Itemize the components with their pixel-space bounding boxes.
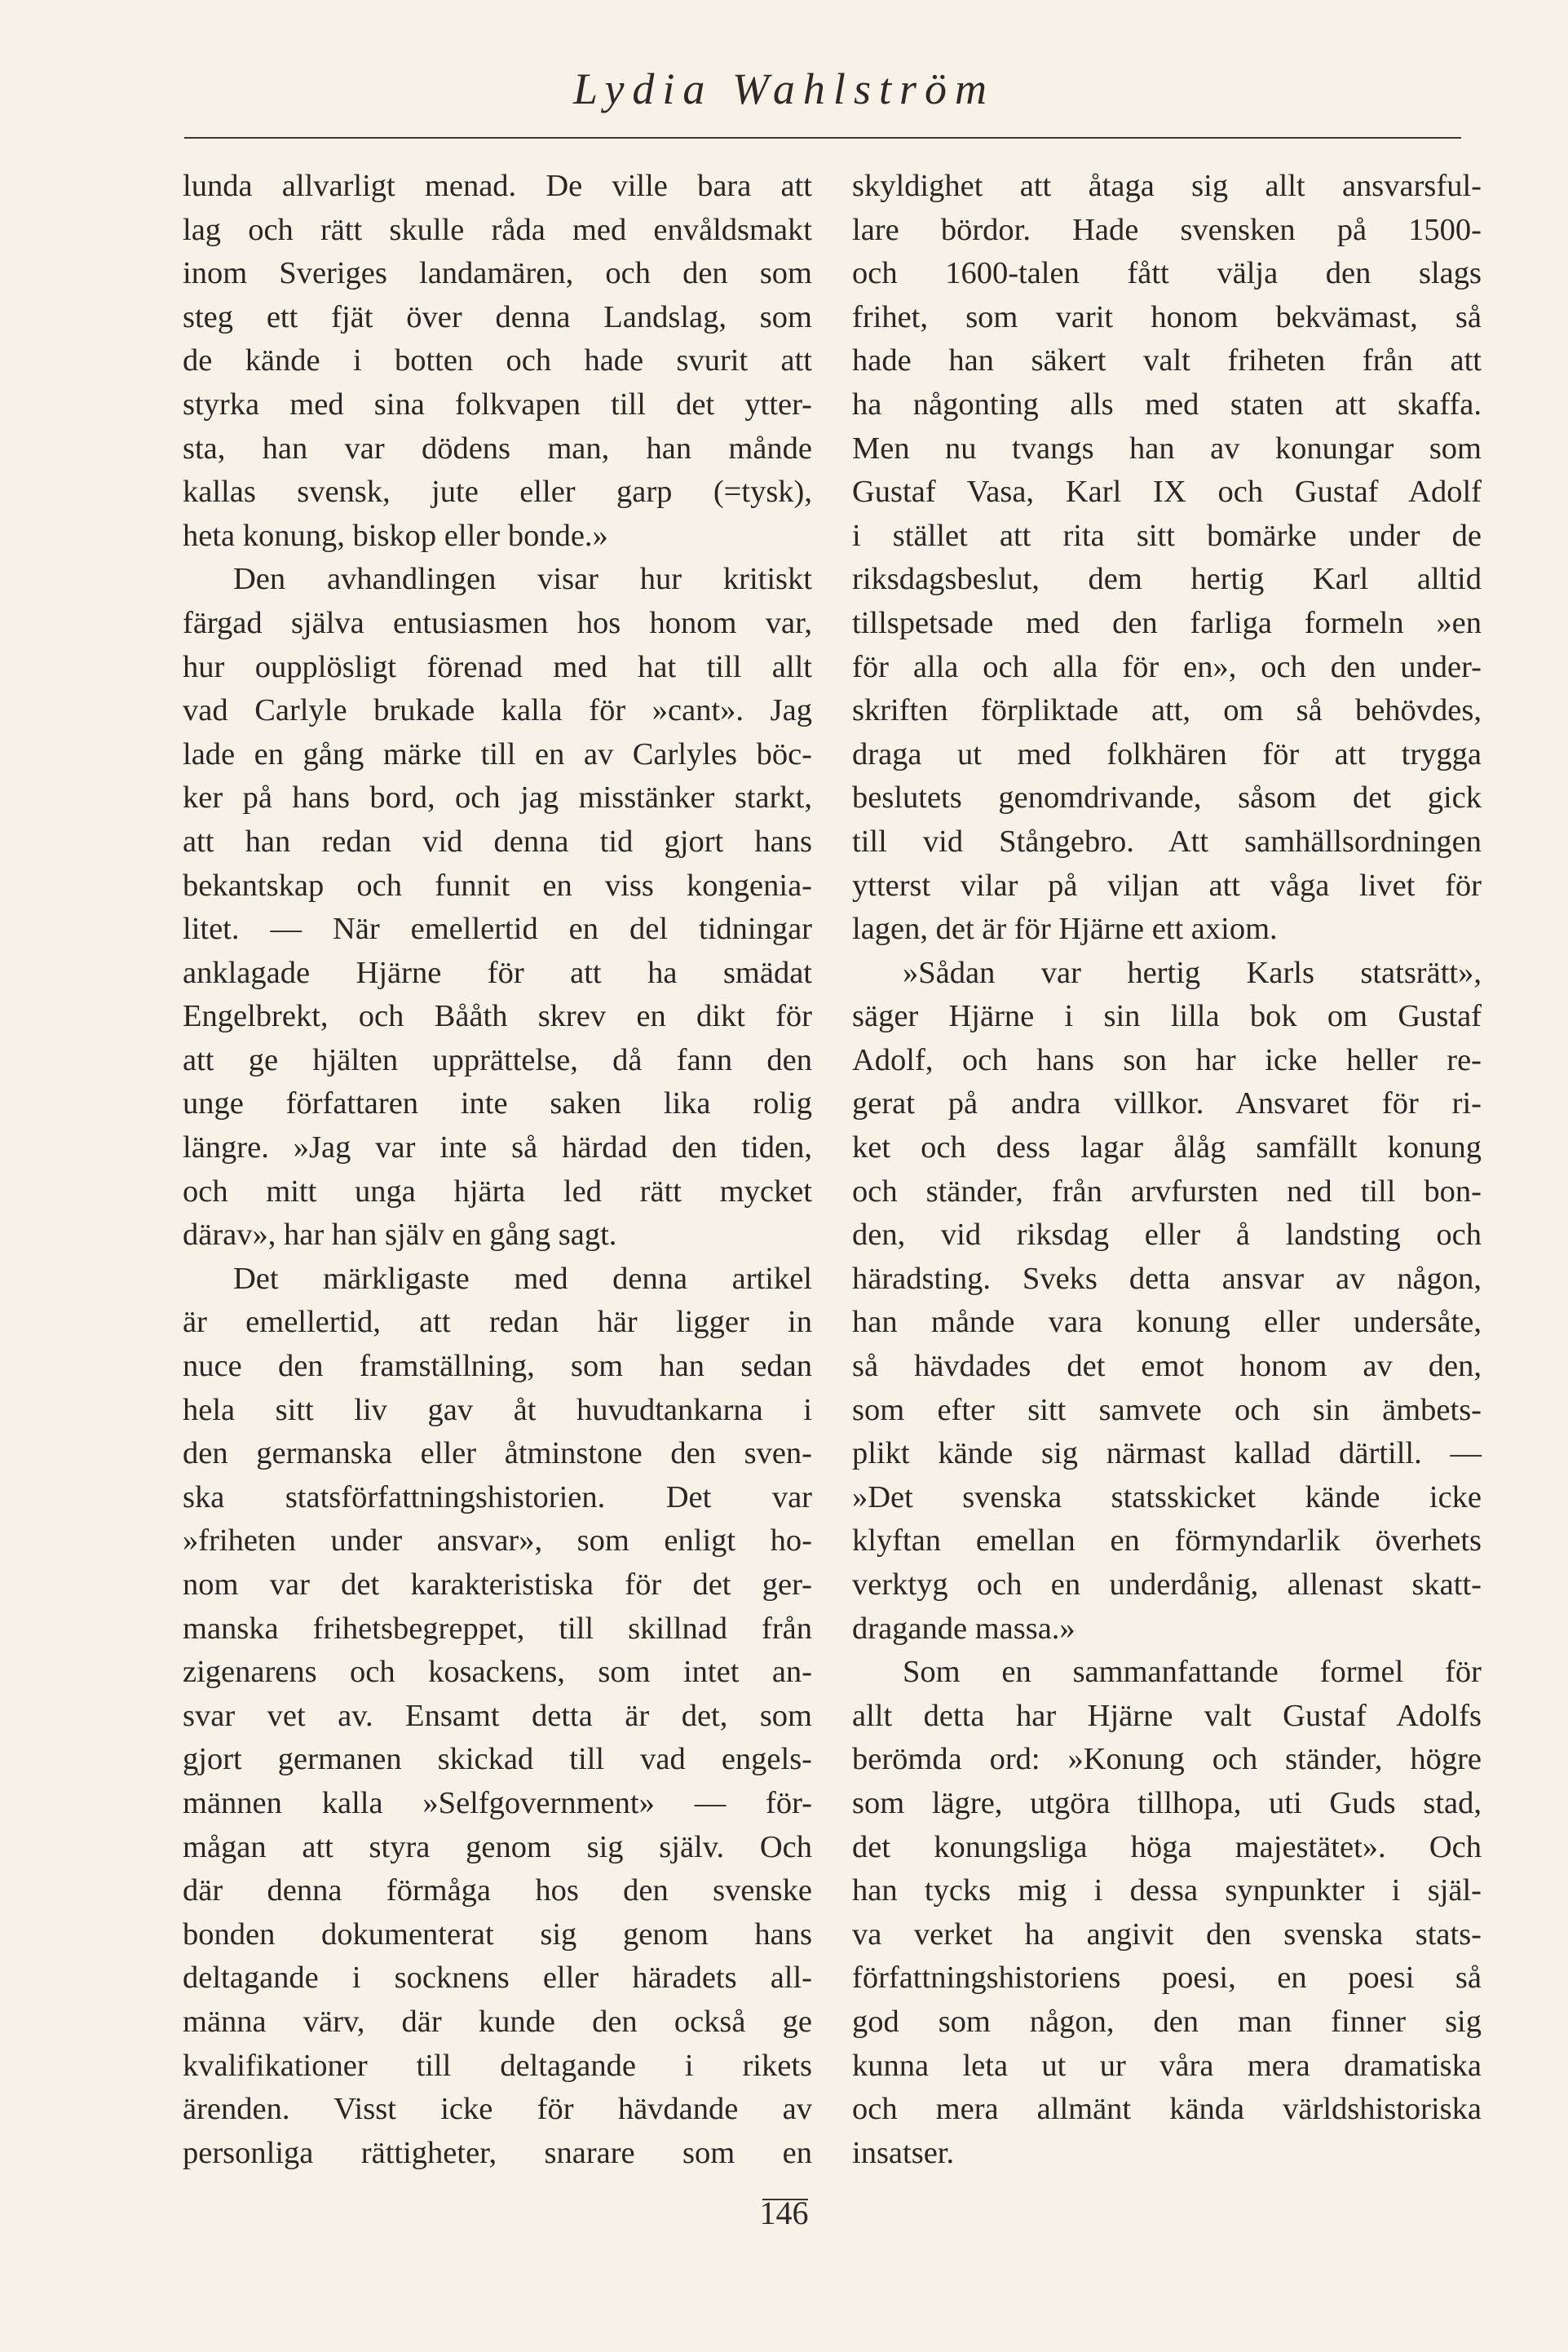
text-line: svar vet av. Ensamt detta är det, som	[183, 1698, 812, 1733]
text-line: anklagade Hjärne för att ha smädat	[183, 955, 812, 990]
text-line: att han redan vid denna tid gjort hans	[183, 824, 812, 859]
text-line: till vid Stångebro. Att samhällsordningen	[852, 824, 1482, 859]
text-line: så hävdades det emot honom av den,	[852, 1349, 1482, 1384]
text-line: deltagande i socknens eller häradets all-	[183, 1961, 812, 1996]
text-line: där denna förmåga hos den svenske	[183, 1873, 812, 1908]
text-line: färgad själva entusiasmen hos honom var,	[183, 605, 812, 640]
text-line: lare bördor. Hade svensken på 1500-	[852, 212, 1482, 247]
text-line: författningshistoriens poesi, en poesi så	[852, 1961, 1482, 1996]
text-line: är emellertid, att redan här ligger in	[183, 1305, 812, 1340]
text-line: den germanska eller åtminstone den sven-	[183, 1436, 812, 1471]
text-line: häradsting. Sveks detta ansvar av någon,	[852, 1261, 1482, 1296]
text-line: dragande massa.»	[852, 1611, 1076, 1646]
text-line: de kände i botten och hade svurit att	[183, 343, 812, 378]
text-line: han månde vara konung eller undersåte,	[852, 1305, 1482, 1340]
text-line: att ge hjälten upprättelse, då fann den	[183, 1042, 812, 1077]
text-line: nuce den framställning, som han sedan	[183, 1349, 812, 1384]
text-line: beslutets genomdrivande, såsom det gick	[852, 780, 1482, 816]
text-line: personliga rättigheter, snarare som en	[183, 2135, 812, 2170]
text-line: klyftan emellan en förmyndarlik överhets	[852, 1523, 1482, 1558]
text-line: lagen, det är för Hjärne ett axiom.	[852, 912, 1278, 947]
text-line: Men nu tvangs han av konungar som	[852, 431, 1482, 466]
text-line: skyldighet att åtaga sig allt ansvarsful-	[852, 169, 1482, 203]
right-column	[852, 165, 1482, 2175]
text-line: säger Hjärne i sin lilla bok om Gustaf	[852, 999, 1482, 1034]
text-line: längre. »Jag var inte så härdad den tiden,	[183, 1130, 812, 1165]
text-line: »Det svenska statsskicket kände icke	[852, 1479, 1482, 1514]
text-line: tillspetsade med den farliga formeln »en	[852, 605, 1482, 640]
text-line: kvalifikationer till deltagande i rikets	[183, 2048, 812, 2083]
text-line: kallas svensk, jute eller garp (=tysk),	[183, 475, 812, 510]
text-line: i stället att rita sitt bomärke under de	[852, 518, 1482, 553]
text-line: och mitt unga hjärta led rätt mycket	[183, 1174, 812, 1209]
text-line: frihet, som varit honom bekvämast, så	[852, 299, 1482, 334]
text-line: va verket ha angivit den svenska stats-	[852, 1917, 1482, 1952]
text-line: lade en gång märke till en av Carlyles böc-	[183, 736, 812, 771]
text-line: hur oupplösligt förenad med hat till allt	[183, 649, 812, 684]
text-line: lag och rätt skulle råda med envåldsmakt	[183, 212, 812, 247]
text-line: ket och dess lagar ålåg samfällt konung	[852, 1130, 1482, 1165]
text-line: kunna leta ut ur våra mera dramatiska	[852, 2048, 1482, 2083]
text-line: Engelbrekt, och Bååth skrev en dikt för	[183, 999, 812, 1034]
text-line: hade han säkert valt friheten från att	[852, 343, 1482, 378]
text-line: vad Carlyle brukade kalla för »cant». Jag	[183, 693, 812, 728]
text-line: gjort germanen skickad till vad engels-	[183, 1742, 812, 1777]
text-line: »Sådan var hertig Karls statsrätt»,	[903, 955, 1482, 990]
text-line: skriften förpliktade att, om så behövdes,	[852, 693, 1482, 728]
running-head: Lydia Wahlström	[573, 64, 995, 113]
text-line: verktyg och en underdånig, allenast skatt-	[852, 1567, 1482, 1602]
text-line: ha någonting alls med staten att skaffa.	[852, 387, 1482, 422]
text-line: zigenarens och kosackens, som intet an-	[183, 1655, 812, 1690]
text-line: draga ut med folkhären för att trygga	[852, 736, 1482, 771]
text-line: unge författaren inte saken lika rolig	[183, 1086, 812, 1121]
text-line: som lägre, utgöra tillhopa, uti Guds stad,	[852, 1785, 1482, 1820]
text-line: berömda ord: »Konung och ständer, högre	[852, 1742, 1482, 1777]
text-line: för alla och alla för en», och den under-	[852, 649, 1482, 684]
text-line: Det märkligaste med denna artikel	[233, 1261, 812, 1296]
header-rule	[184, 137, 1461, 139]
text-line: plikt kände sig närmast kallad därtill. —	[852, 1436, 1482, 1471]
text-line: ytterst vilar på viljan att våga livet för	[852, 868, 1482, 903]
text-line: och 1600-talen fått välja den slags	[852, 256, 1482, 291]
text-line: männen kalla »Selfgovernment» — för-	[183, 1785, 812, 1820]
text-line: nom var det karakteristiska för det ger-	[183, 1567, 812, 1602]
text-line: steg ett fjät över denna Landslag, som	[183, 299, 812, 334]
text-line: insatser.	[852, 2135, 955, 2170]
text-line: inom Sveriges landamären, och den som	[183, 256, 812, 291]
text-line: han tycks mig i dessa synpunkter i själ-	[852, 1873, 1482, 1908]
text-line: männa värv, där kunde den också ge	[183, 2004, 812, 2039]
text-line: Gustaf Vasa, Karl IX och Gustaf Adolf	[852, 475, 1482, 510]
text-line: lunda allvarligt menad. De ville bara att	[183, 169, 812, 203]
text-line: riksdagsbeslut, dem hertig Karl alltid	[852, 562, 1482, 597]
text-line: den, vid riksdag eller å landsting och	[852, 1218, 1482, 1253]
text-line: litet. — När emellertid en del tidningar	[183, 912, 812, 947]
text-line: ärenden. Visst icke för hävdande av	[183, 2092, 812, 2127]
text-line: allt detta har Hjärne valt Gustaf Adolfs	[852, 1698, 1482, 1733]
text-line: som efter sitt samvete och sin ämbets-	[852, 1392, 1482, 1427]
text-line: Som en sammanfattande formel för	[903, 1655, 1482, 1690]
text-line: och mera allmänt kända världshistoriska	[852, 2092, 1482, 2127]
text-line: »friheten under ansvar», som enligt ho-	[183, 1523, 812, 1558]
text-line: mågan att styra genom sig själv. Och	[183, 1829, 812, 1864]
text-line: ker på hans bord, och jag misstänker starkt,	[183, 780, 812, 816]
text-line: bekantskap och funnit en viss kongenia-	[183, 868, 812, 903]
text-line: Adolf, och hans son har icke heller re-	[852, 1042, 1482, 1077]
text-line: heta konung, biskop eller bonde.»	[183, 518, 608, 553]
text-line: och ständer, från arvfursten ned till bon-	[852, 1174, 1482, 1209]
text-line: bonden dokumenterat sig genom hans	[183, 1917, 812, 1952]
text-line: styrka med sina folkvapen till det ytter-	[183, 387, 812, 422]
text-line: sta, han var dödens man, han månde	[183, 431, 812, 466]
text-line: därav», har han själv en gång sagt.	[183, 1218, 617, 1253]
text-line: god som någon, den man finner sig	[852, 2004, 1482, 2039]
text-line: manska frihetsbegreppet, till skillnad från	[183, 1611, 812, 1646]
page-number: 146	[759, 2195, 809, 2231]
text-line: ska statsförfattningshistorien. Det var	[183, 1479, 812, 1514]
text-line: gerat på andra villkor. Ansvaret för ri-	[852, 1086, 1482, 1121]
left-column	[183, 165, 812, 2175]
text-line: hela sitt liv gav åt huvudtankarna i	[183, 1392, 812, 1427]
text-line: Den avhandlingen visar hur kritiskt	[233, 562, 812, 597]
text-line: det konungsliga höga majestätet». Och	[852, 1829, 1482, 1864]
